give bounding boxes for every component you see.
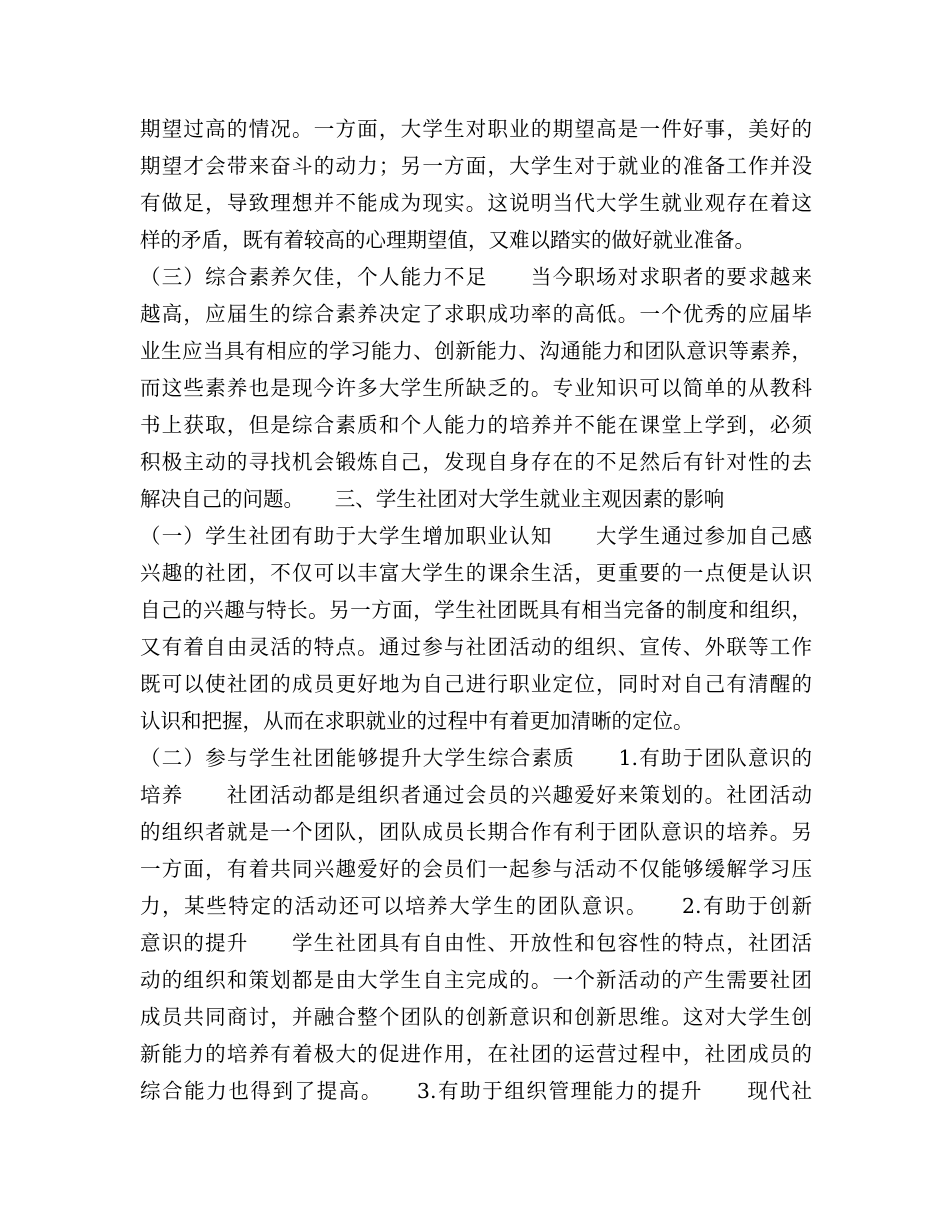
text-line: 又有着自由灵活的特点。通过参与社团活动的组织、宣传、外联等工作 [140, 635, 812, 659]
text-line: 期望才会带来奋斗的动力；另一方面，大学生对于就业的准备工作并没 [140, 154, 812, 178]
text-line: 认识和把握，从而在求职就业的过程中有着更加清晰的定位。 [140, 709, 694, 733]
text-line: 积极主动的寻找机会锻炼自己，发现自身存在的不足然后有针对性的去 [140, 450, 812, 474]
text-line: 期望过高的情况。一方面，大学生对职业的期望高是一件好事，美好的 [140, 117, 812, 141]
text-line: 培养 社团活动都是组织者通过会员的兴趣爱好来策划的。社团活动 [140, 783, 812, 807]
section-heading-line: （一）学生社团有助于大学生增加职业认知 大学生通过参加自己感 [140, 524, 812, 548]
text-line: 新能力的培养有着极大的促进作用，在社团的运营过程中，社团成员的 [140, 1042, 812, 1066]
section-heading-line: 解决自己的问题。 三、学生社团对大学生就业主观因素的影响 [140, 487, 725, 511]
text-line: 一方面，有着共同兴趣爱好的会员们一起参与活动不仅能够缓解学习压 [140, 857, 812, 881]
section-heading-line: （三）综合素养欠佳，个人能力不足 当今职场对求职者的要求越来 [140, 265, 812, 289]
section-heading-line: （二）参与学生社团能够提升大学生综合素质 1.有助于团队意识的 [140, 746, 812, 770]
text-line: 动的组织和策划都是由大学生自主完成的。一个新活动的产生需要社团 [140, 968, 812, 992]
text-line: 书上获取，但是综合素质和个人能力的培养并不能在课堂上学到，必须 [140, 413, 812, 437]
text-line: 意识的提升 学生社团具有自由性、开放性和包容性的特点，社团活 [140, 931, 812, 955]
text-line: 样的矛盾，既有着较高的心理期望值，又难以踏实的做好就业准备。 [140, 228, 755, 252]
text-line: 的组织者就是一个团队，团队成员长期合作有利于团队意识的培养。另 [140, 820, 812, 844]
text-line: 兴趣的社团，不仅可以丰富大学生的课余生活，更重要的一点便是认识 [140, 561, 812, 585]
text-line: 业生应当具有相应的学习能力、创新能力、沟通能力和团队意识等素养， [140, 339, 812, 363]
text-line: 既可以使社团的成员更好地为自己进行职业定位，同时对自己有清醒的 [140, 672, 812, 696]
text-line: 力，某些特定的活动还可以培养大学生的团队意识。 2.有助于创新 [140, 894, 812, 918]
text-line: 综合能力也得到了提高。 3.有助于组织管理能力的提升 现代社 [140, 1079, 812, 1103]
text-line: 越高，应届生的综合素养决定了求职成功率的高低。一个优秀的应届毕 [140, 302, 812, 326]
text-line: 成员共同商讨，并融合整个团队的创新意识和创新思维。这对大学生创 [140, 1005, 812, 1029]
text-line: 而这些素养也是现今许多大学生所缺乏的。专业知识可以简单的从教科 [140, 376, 812, 400]
text-line: 自己的兴趣与特长。另一方面，学生社团既具有相当完备的制度和组织， [140, 598, 812, 622]
text-line: 有做足，导致理想并不能成为现实。这说明当代大学生就业观存在着这 [140, 191, 812, 215]
